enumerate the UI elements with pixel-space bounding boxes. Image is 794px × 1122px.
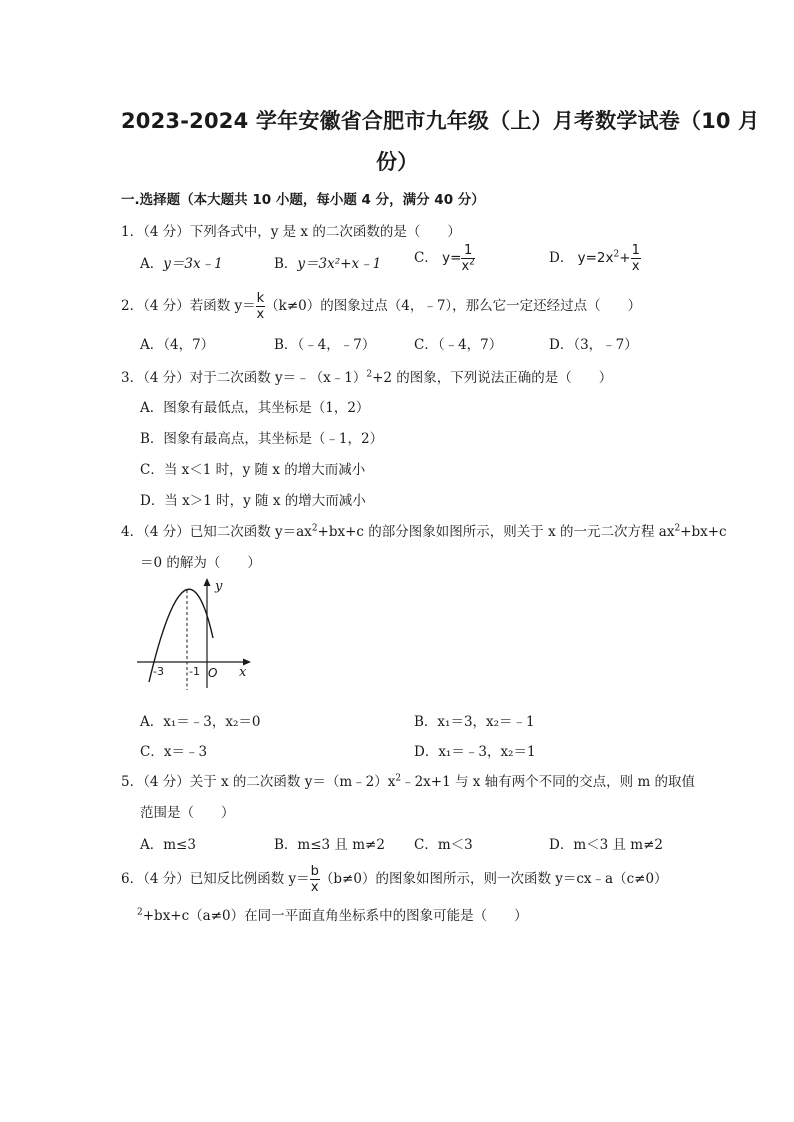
q1-option-d[interactable]: D． $y=2x^2+$ $\frac{1}{x}$	[549, 243, 640, 274]
q5-option-d[interactable]: D．m＜3 且 m≠2	[549, 837, 663, 853]
q2-option-a[interactable]: A．（4，7）	[140, 337, 215, 353]
q2-option-b[interactable]: B．（﹣4，﹣7）	[274, 337, 376, 353]
q5-option-c[interactable]: C．m＜3	[414, 837, 473, 853]
q3-option-d[interactable]: D．当 x＞1 时，y 随 x 的增大而减小	[140, 493, 366, 509]
q2-option-c[interactable]: C．（﹣4，7）	[414, 337, 503, 353]
fraction: $\frac{b}{x}$	[310, 864, 319, 895]
q2-option-d[interactable]: D．（3，﹣7）	[549, 337, 638, 353]
origin-label: O	[208, 666, 218, 680]
tick-label-neg1: -1	[189, 665, 200, 678]
q3-option-b[interactable]: B．图象有最高点，其坐标是（﹣1，2）	[140, 431, 384, 447]
q3-option-c[interactable]: C．当 x＜1 时，y 随 x 的增大而减小	[140, 462, 366, 478]
page-title: 2023-2024 学年安徽省合肥市九年级（上）月考数学试卷（10 月	[121, 109, 760, 133]
q4-option-b[interactable]: B．x₁＝3，x₂＝﹣1	[414, 714, 535, 730]
section-heading: 一.选择题（本大题共 10 小题，每小题 4 分，满分 40 分）	[121, 192, 485, 208]
q5-option-b[interactable]: B．m≤3 且 m≠2	[274, 837, 385, 853]
q5-option-a[interactable]: A．m≤3	[140, 837, 196, 853]
question-6-stem-continued: $^2$+bx+c（a≠0）在同一平面直角坐标系中的图象可能是（ ）	[137, 907, 528, 924]
question-3-stem: 3．（4 分）对于二次函数 y＝﹣（x﹣1）$^2$+2 的图象，下列说法正确的是（ ）	[121, 369, 613, 386]
y-axis-label: y	[215, 579, 223, 594]
x-axis-label: x	[239, 665, 247, 680]
q1-option-c[interactable]: C． y= $\frac{1}{x^2}$	[414, 243, 475, 274]
q1-option-a[interactable]: A．y＝3x﹣1	[140, 256, 223, 272]
q1-option-b[interactable]: B．y＝3x²+x﹣1	[274, 256, 382, 272]
question-1-stem: 1．（4 分）下列各式中，y 是 x 的二次函数的是（ ）	[121, 224, 461, 240]
question-5-stem-continued: 范围是（ ）	[140, 805, 235, 821]
fraction: $\frac{1}{x^2}$	[461, 243, 475, 274]
question-5-stem: 5．（4 分）关于 x 的二次函数 $y=(m﹣2)x^2﹣2x+1$ 与 x 轴有两个不同的交点，则 m 的取值	[121, 773, 696, 790]
fraction: $\frac{1}{x}$	[631, 243, 640, 274]
question-4-stem: 4．（4 分）已知二次函数 $y=ax^2+bx+c$ 的部分图象如图所示，则关于 x 的一元二次方程 $ax^2+bx+c$	[121, 523, 727, 540]
y-axis-arrow	[204, 578, 211, 586]
q4-option-c[interactable]: C．x＝﹣3	[140, 744, 208, 760]
tick-label-neg3: -3	[153, 665, 164, 678]
fraction: $\frac{k}{x}$	[256, 291, 265, 322]
question-4-stem-continued: ＝0 的解为（ ）	[140, 555, 261, 571]
page-title-continued: 份）	[376, 150, 419, 174]
parabola-graph	[133, 574, 263, 694]
q4-option-d[interactable]: D．x₁＝﹣3，x₂＝1	[414, 744, 536, 760]
q3-option-a[interactable]: A．图象有最低点，其坐标是（1，2）	[140, 400, 370, 416]
question-2-stem: 2．（4 分）若函数 y＝ $\frac{k}{x}$ （k≠0）的图象过点（4，﹣7），那么它一定还经过点（ ）	[121, 291, 642, 322]
question-6-stem: 6．（4 分）已知反比例函数 y＝ $\frac{b}{x}$ （b≠0）的图象如图所示，则一次函数 y＝cx﹣a（c≠0）	[121, 864, 668, 895]
q4-option-a[interactable]: A．x₁＝﹣3，x₂＝0	[140, 714, 261, 730]
